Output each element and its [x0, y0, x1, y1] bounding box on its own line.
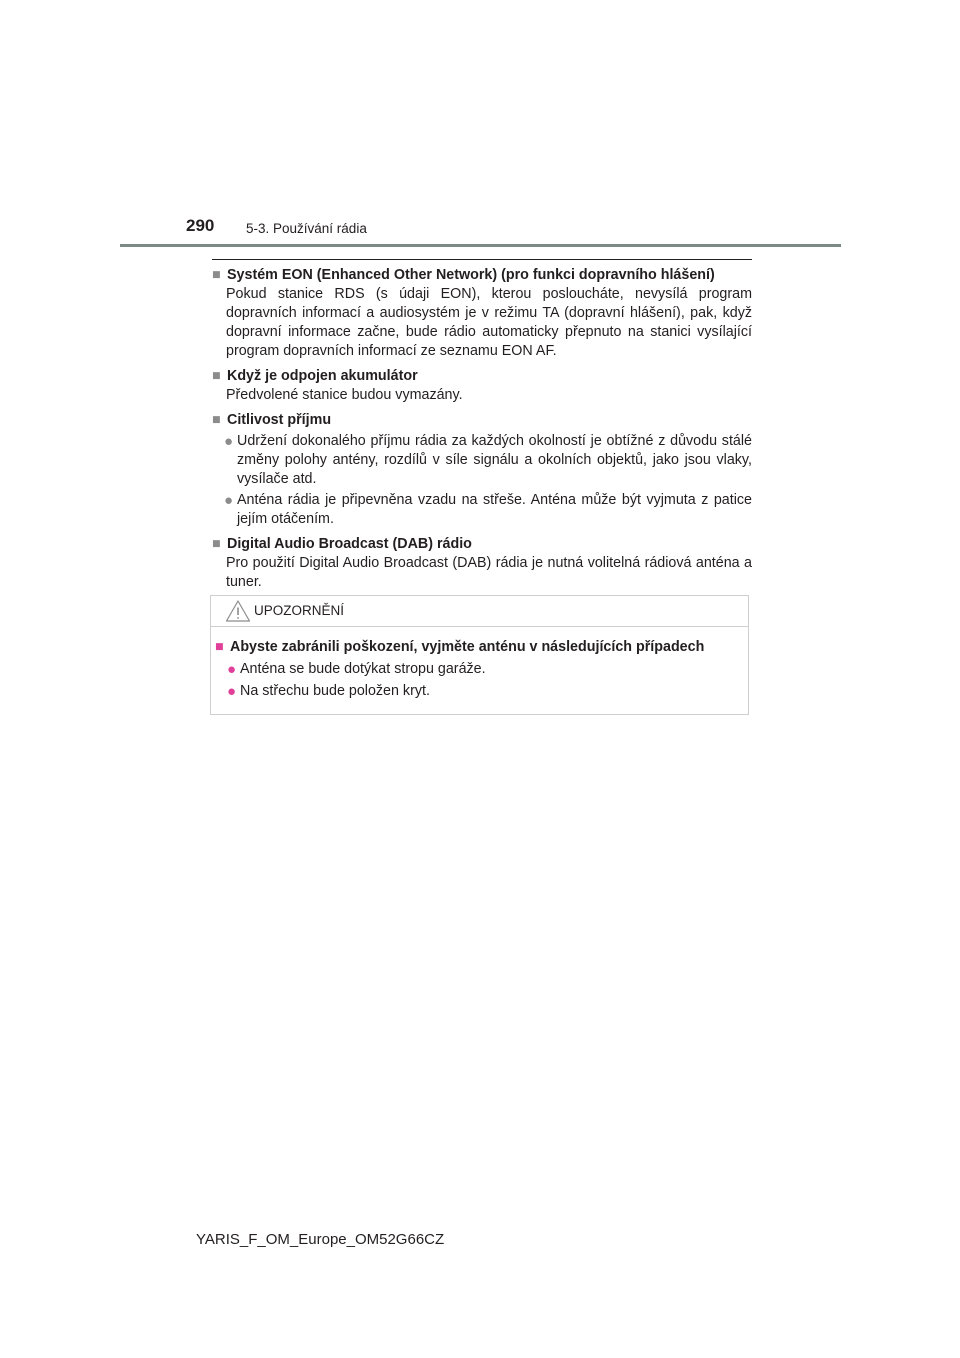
heading-text: Digital Audio Broadcast (DAB) rádio	[227, 536, 472, 552]
heading-text: Systém EON (Enhanced Other Network) (pro funkci dopravního hlášení)	[227, 267, 715, 283]
list-item-text: Na střechu bude položen kryt.	[240, 683, 430, 699]
list-item	[212, 432, 752, 489]
heading-text: Abyste zabránili poškození, vyjměte anténu v následujících případech	[230, 639, 705, 655]
list-item	[215, 682, 748, 701]
caution-heading	[215, 638, 748, 657]
round-bullet-icon: ●	[227, 683, 237, 700]
square-bullet-icon: ■	[212, 368, 221, 384]
round-bullet-icon: ●	[224, 433, 234, 450]
section-heading	[212, 367, 752, 386]
header-rule	[120, 244, 841, 247]
list-item-text: Anténa rádia je připevněna vzadu na střeše. Anténa může být vyjmuta z patice jejím otáčením.	[237, 492, 752, 527]
caution-title: UPOZORNĚNÍ	[254, 603, 345, 618]
square-bullet-icon: ■	[212, 412, 221, 428]
list-item-text: Anténa se bude dotýkat stropu garáže.	[240, 661, 486, 677]
section-heading	[212, 535, 752, 554]
round-bullet-icon: ●	[227, 661, 237, 678]
list-item-text: Udržení dokonalého příjmu rádia za každých okolností je obtížné z důvodu stálé změny polohy antény, rozdílů v síle signálu a okolních objektů, jako jsou vlaky, vysílače atd.	[237, 433, 752, 487]
caution-box	[210, 595, 749, 715]
round-bullet-icon: ●	[224, 492, 234, 509]
heading-text: Když je odpojen akumulátor	[227, 368, 418, 384]
square-bullet-icon: ■	[215, 639, 224, 655]
section-title: 5-3. Používání rádia	[246, 221, 367, 236]
list-item	[215, 660, 748, 679]
section-heading	[212, 411, 752, 430]
section-paragraph: Pro použití Digital Audio Broadcast (DAB) rádia je nutná volitelná rádiová anténa a tuner.	[226, 555, 752, 590]
main-content	[212, 259, 752, 592]
page-number: 290	[186, 216, 215, 235]
warning-triangle-icon	[225, 599, 251, 623]
caution-body	[211, 627, 748, 701]
topic-divider	[212, 259, 752, 260]
list-item	[212, 491, 752, 529]
square-bullet-icon: ■	[212, 267, 221, 283]
section-paragraph: Pokud stanice RDS (s údaji EON), kterou posloucháte, nevysílá program dopravních informací a audiosystém je v režimu TA (dopravní hlášení), pak, když dopravní informace začne, bude rádio automaticky přepnuto na stanici vysílající program dopravních informací ze seznamu EON AF.	[226, 286, 752, 359]
square-bullet-icon: ■	[212, 536, 221, 552]
section-paragraph: Předvolené stanice budou vymazány.	[226, 387, 463, 403]
caution-header	[211, 596, 748, 627]
heading-text: Citlivost příjmu	[227, 412, 332, 428]
document-footer: YARIS_F_OM_Europe_OM52G66CZ	[196, 1231, 445, 1248]
section-heading	[212, 266, 752, 285]
